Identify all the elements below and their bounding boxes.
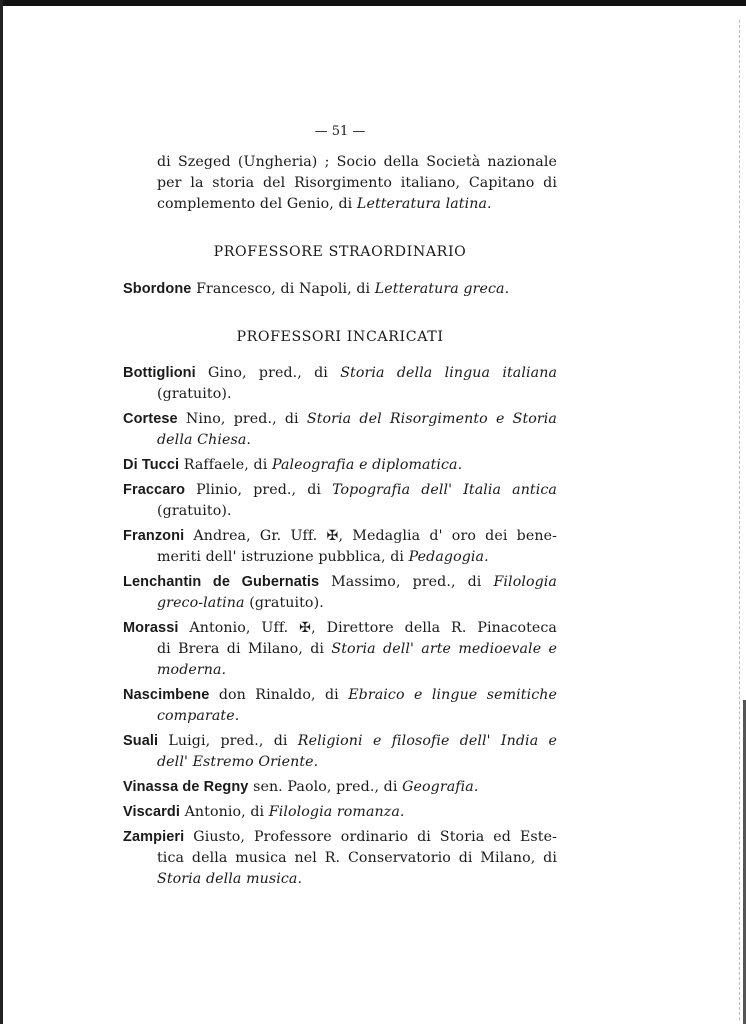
subject-title: Paleografia e diplomatica. — [271, 457, 463, 473]
text-segment: Giusto, Professore ordinario di Storia ed Este- — [184, 829, 557, 845]
faculty-entry — [123, 618, 557, 681]
text-segment: (gratuito). — [157, 503, 232, 519]
text-segment: tica della musica nel R. Conservatorio di Milano, di — [157, 850, 557, 866]
text-segment: Nino, pred., di — [177, 411, 307, 427]
text-line — [123, 480, 557, 501]
text-segment: per la storia del Risorgimento italiano, Capitano di — [157, 175, 557, 191]
text-line — [123, 731, 557, 752]
text-line — [123, 384, 557, 405]
text-segment: sen. Paolo, pred., di — [248, 779, 403, 795]
person-name: Nascimbene — [123, 687, 210, 703]
text-line — [123, 279, 557, 300]
faculty-entry — [123, 731, 557, 773]
text-segment: di Szeged (Ungheria) ; Socio della Società nazionale — [157, 154, 557, 170]
faculty-entry — [123, 409, 557, 451]
subject-title: dell' Estremo Oriente. — [157, 754, 319, 770]
text-line — [123, 173, 557, 194]
text-line — [123, 593, 557, 614]
text-segment: meriti dell' istruzione pubblica, di — [157, 549, 409, 565]
intro-paragraph — [123, 152, 557, 215]
text-segment: . — [246, 432, 252, 448]
text-segment: Andrea, Gr. Uff. ✠, Medaglia d' oro dei bene- — [184, 528, 557, 544]
text-line — [123, 802, 557, 823]
faculty-entry — [123, 685, 557, 727]
text-line — [123, 848, 557, 869]
text-line — [123, 455, 557, 476]
text-segment: Francesco, di Napoli, di — [191, 281, 375, 297]
subject-title: Storia del Risorgimento e Storia — [306, 411, 557, 427]
text-line — [123, 752, 557, 773]
section-incaricati-list — [123, 359, 557, 890]
text-line — [123, 194, 557, 215]
person-name: Zampieri — [123, 829, 185, 845]
faculty-entry — [123, 480, 557, 522]
text-line — [123, 869, 557, 890]
person-name: Franzoni — [123, 528, 185, 544]
section-heading: PROFESSORE STRAORDINARIO — [213, 244, 467, 260]
text-line — [123, 706, 557, 727]
section-straordinario-list — [123, 275, 557, 300]
text-line — [123, 501, 557, 522]
person-name: Morassi — [123, 620, 179, 636]
person-name: Fraccaro — [123, 482, 186, 498]
subject-title: Filologia romanza. — [268, 804, 405, 820]
subject-title: Storia della lingua italiana — [340, 365, 557, 381]
person-name: Sbordone — [123, 281, 192, 297]
text-segment: Antonio, di — [179, 804, 269, 820]
section-heading: PROFESSORI INCARICATI — [236, 329, 444, 345]
person-name: Di Tucci — [123, 457, 180, 473]
subject-title: Topografia dell' Italia antica — [332, 482, 557, 498]
text-segment: Luigi, pred., di — [158, 733, 298, 749]
subject-title: Letteratura latina. — [356, 196, 492, 212]
person-name: Cortese — [123, 411, 178, 427]
text-segment: Antonio, Uff. ✠, Direttore della R. Pinacoteca — [178, 620, 557, 636]
text-segment: (gratuito). — [157, 386, 232, 402]
subject-title: Geografia. — [402, 779, 479, 795]
scan-right-edge — [738, 20, 740, 1020]
faculty-entry — [123, 572, 557, 614]
faculty-entry — [123, 777, 557, 798]
text-line — [123, 526, 557, 547]
scan-top-border — [0, 0, 746, 6]
faculty-entry — [123, 363, 557, 405]
text-segment: don Rinaldo, di — [209, 687, 349, 703]
faculty-entry — [123, 279, 557, 300]
section-heading-incaricati — [123, 327, 557, 348]
subject-title: comparate. — [157, 708, 240, 724]
text-line — [123, 777, 557, 798]
subject-title: Letteratura greca. — [374, 281, 510, 297]
subject-title: Filologia — [493, 574, 557, 590]
text-segment: di Brera di Milano, di — [157, 641, 332, 657]
text-segment: Raffaele, di — [179, 457, 272, 473]
person-name: Suali — [123, 733, 159, 749]
scan-left-edge — [0, 0, 3, 1024]
faculty-entry — [123, 455, 557, 476]
faculty-entry — [123, 526, 557, 568]
faculty-entry — [123, 827, 557, 890]
subject-title: Pedagogia. — [408, 549, 489, 565]
text-line — [123, 639, 557, 660]
person-name: Viscardi — [123, 804, 180, 820]
text-segment: (gratuito). — [244, 595, 324, 611]
text-line — [123, 363, 557, 384]
person-name: Lenchantin de Gubernatis — [123, 574, 320, 590]
subject-title: Religioni e filosofie dell' India e — [297, 733, 558, 749]
person-name: Bottiglioni — [123, 365, 196, 381]
subject-title: Storia della musica. — [157, 871, 303, 887]
text-line — [123, 409, 557, 430]
subject-title: greco-latina — [157, 595, 245, 611]
text-line — [123, 685, 557, 706]
subject-title: moderna. — [157, 662, 227, 678]
person-name: Vinassa de Regny — [123, 779, 249, 795]
text-line — [123, 618, 557, 639]
text-line — [123, 430, 557, 451]
text-line — [123, 660, 557, 681]
section-heading-straordinario — [123, 242, 557, 263]
text-line — [123, 547, 557, 568]
text-segment: Gino, pred., di — [195, 365, 341, 381]
text-segment: Plinio, pred., di — [185, 482, 333, 498]
subject-title: Ebraico e lingue semitiche — [348, 687, 557, 703]
subject-title: Storia dell' arte medioevale e — [331, 641, 558, 657]
text-line — [123, 572, 557, 593]
text-segment: Massimo, pred., di — [319, 574, 494, 590]
subject-title: della Chiesa — [157, 432, 247, 448]
text-line — [123, 152, 557, 173]
text-segment: complemento del Genio, di — [157, 196, 357, 212]
text-line — [123, 827, 557, 848]
page-number: — 51 — — [314, 124, 366, 139]
faculty-entry — [123, 802, 557, 823]
